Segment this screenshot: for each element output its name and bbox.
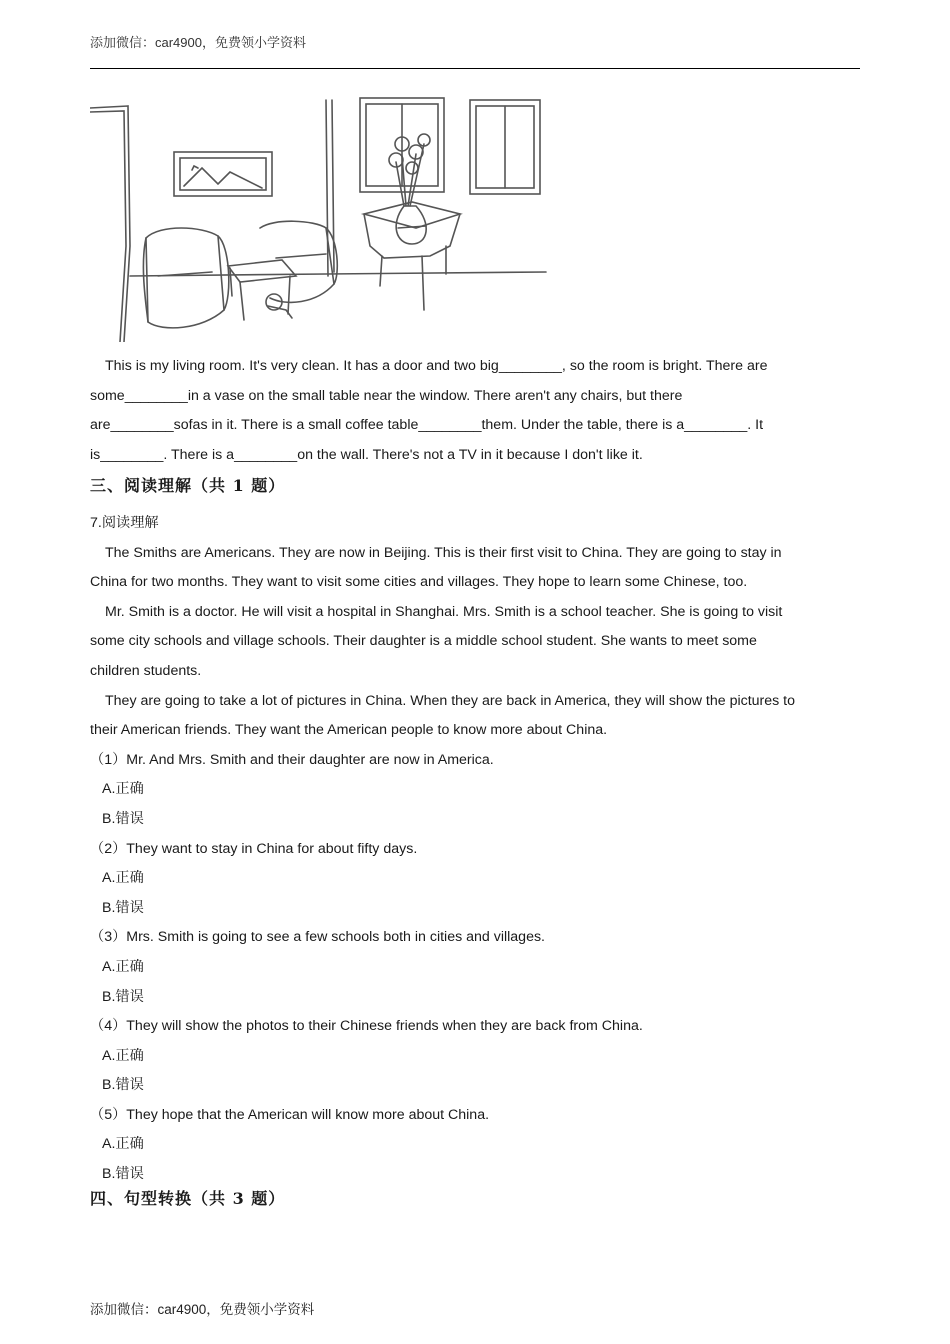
option-b[interactable]: B.错误 [102,1077,144,1094]
section-title-sentence-transform: 四、句型转换（共 3 题） [90,1189,286,1208]
passage-line: are________sofas in it. There is a small coffee table________them. Under the table, there is a________. It [90,417,764,434]
page-footer: 添加微信：car4900，免费领小学资料 [90,1302,315,1317]
reading-line: some city schools and village schools. Their daughter is a middle school student. She wants to meet some [90,633,757,650]
reading-line: children students. [90,662,202,679]
option-a[interactable]: A.正确 [102,958,144,975]
option-b[interactable]: B.错误 [102,899,144,916]
option-b[interactable]: B.错误 [102,1166,144,1183]
question-text: （1）Mr. And Mrs. Smith and their daughter are now in America. [90,751,494,768]
reading-line: China for two months. They want to visit some cities and villages. They hope to learn some Chinese, too. [90,574,748,591]
question-number: 7.阅读理解 [90,515,159,531]
question-text: （3）Mrs. Smith is going to see a few schools both in cities and villages. [90,929,545,946]
reading-comprehension [90,509,865,1190]
passage-line: some________in a vase on the small table near the window. There aren't any chairs, but there [90,387,683,404]
option-b[interactable]: B.错误 [102,988,144,1005]
reading-line: their American friends. They want the American people to know more about China. [90,722,608,739]
header-divider [90,68,860,69]
reading-line: The Smiths are Americans. They are now in Beijing. This is their first visit to China. They are going to stay in [105,544,782,561]
option-a[interactable]: A.正确 [102,1047,144,1064]
option-a[interactable]: A.正确 [102,870,144,887]
question-text: （2）They want to stay in China for about fifty days. [90,840,418,857]
reading-line: They are going to take a lot of pictures in China. When they are back in America, they will show the pictures to [105,692,796,709]
passage-line: This is my living room. It's very clean. It has a door and two big________, so the room is bright. There are [105,358,768,374]
section-title-reading: 三、阅读理解（共 1 题） [90,476,286,495]
option-b[interactable]: B.错误 [102,810,144,827]
option-a[interactable]: A.正确 [102,781,144,798]
question-text: （5）They hope that the American will know more about China. [90,1106,490,1123]
passage-line: is________. There is a________on the wall. There's not a TV in it because I don't like it. [90,447,643,464]
option-a[interactable]: A.正确 [102,1136,144,1153]
reading-line: Mr. Smith is a doctor. He will visit a hospital in Shanghai. Mrs. Smith is a school teacher. She is going to visit [105,603,783,620]
living-room-illustration [90,96,550,342]
cloze-passage [90,352,860,471]
page-header: 添加微信：car4900，免费领小学资料 [90,35,306,50]
question-text: （4）They will show the photos to their Chinese friends when they are back from China. [90,1018,643,1035]
